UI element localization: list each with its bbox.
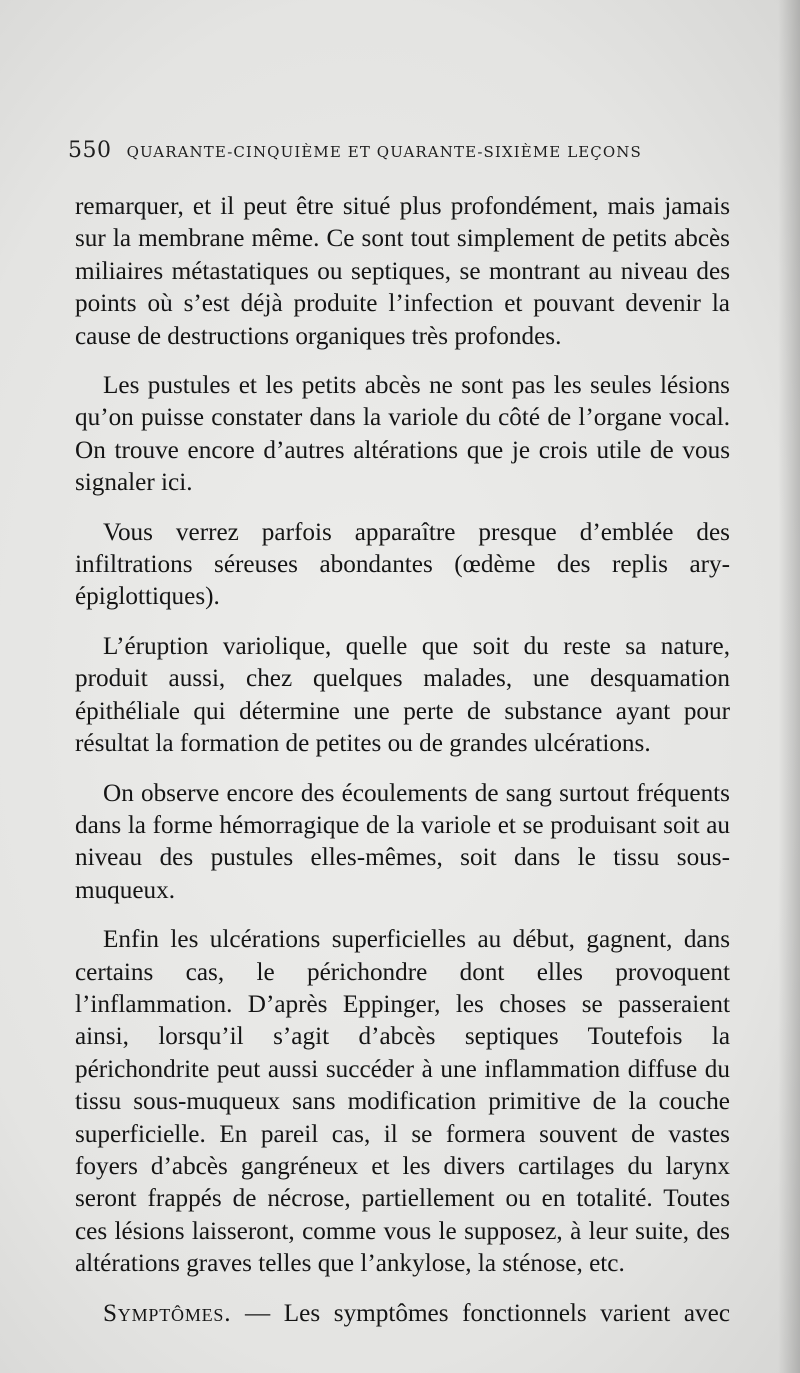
page-number: 550 [68,138,112,163]
paragraph: remarquer, et il peut être situé plus profondément, mais jamais sur la membrane même. Ce sont tout simplement de petits abcès miliaires métastatiques ou septiques, se montrant au niveau des points où s’est déjà produite l’infection et pouvant devenir la cause de destructions organiques très profondes. [75,193,730,350]
section-text: — Les symptômes fonctionnels varient avec [231,1299,730,1327]
running-title: QUARANTE-CINQUIÈME ET QUARANTE-SIXIÈME LEÇONS [126,143,642,161]
body-text [75,191,730,1347]
paragraph: L’éruption variolique, quelle que soit du reste sa nature, produit aussi, chez quelques malades, une desquamation épithéliale qui détermine une perte de substance ayant pour résultat la formation de petites ou de grandes ulcérations. [75,632,730,758]
page-edge-shadow [778,0,800,1373]
section-heading: Symptômes. [103,1299,232,1327]
paragraph: Les pustules et les petits abcès ne sont pas les seules lésions qu’on puisse constater dans la variole du côté de l’organe vocal. On trouve encore d’autres altérations que je crois utile de vous signaler ici. [75,372,730,497]
page-header [68,138,708,163]
paragraph: Enfin les ulcérations superficielles au début, gagnent, dans certains cas, le périchondre dont elles provoquent l’inflammation. D’après Eppinger, les choses se passeraient ainsi, lorsqu’il s’agit d’abcès septiques Toutefois la périchondrite peut aussi succéder à une inflammation diffuse du tissu sous-muqueux sans modification primitive de la couche superficielle. En pareil cas, il se formera souvent de vastes foyers d’abcès gangréneux et les divers cartilages du larynx seront frappés de nécrose, partiellement ou en totalité. Toutes ces lésions laisseront, comme vous le supposez, à leur suite, des altérations graves telles que l’ankylose, la sténose, etc. [75,926,730,1278]
paragraph: On observe encore des écoulements de sang surtout fréquents dans la forme hémorragique de la variole et se produisant soit au niveau des pustules elles-mêmes, soit dans le tissu sous-muqueux. [75,779,730,904]
paragraph: Vous verrez parfois apparaître presque d’emblée des infiltrations séreuses abondantes (œdème des replis ary-épiglottiques). [75,518,730,611]
section-paragraph [75,1298,730,1330]
